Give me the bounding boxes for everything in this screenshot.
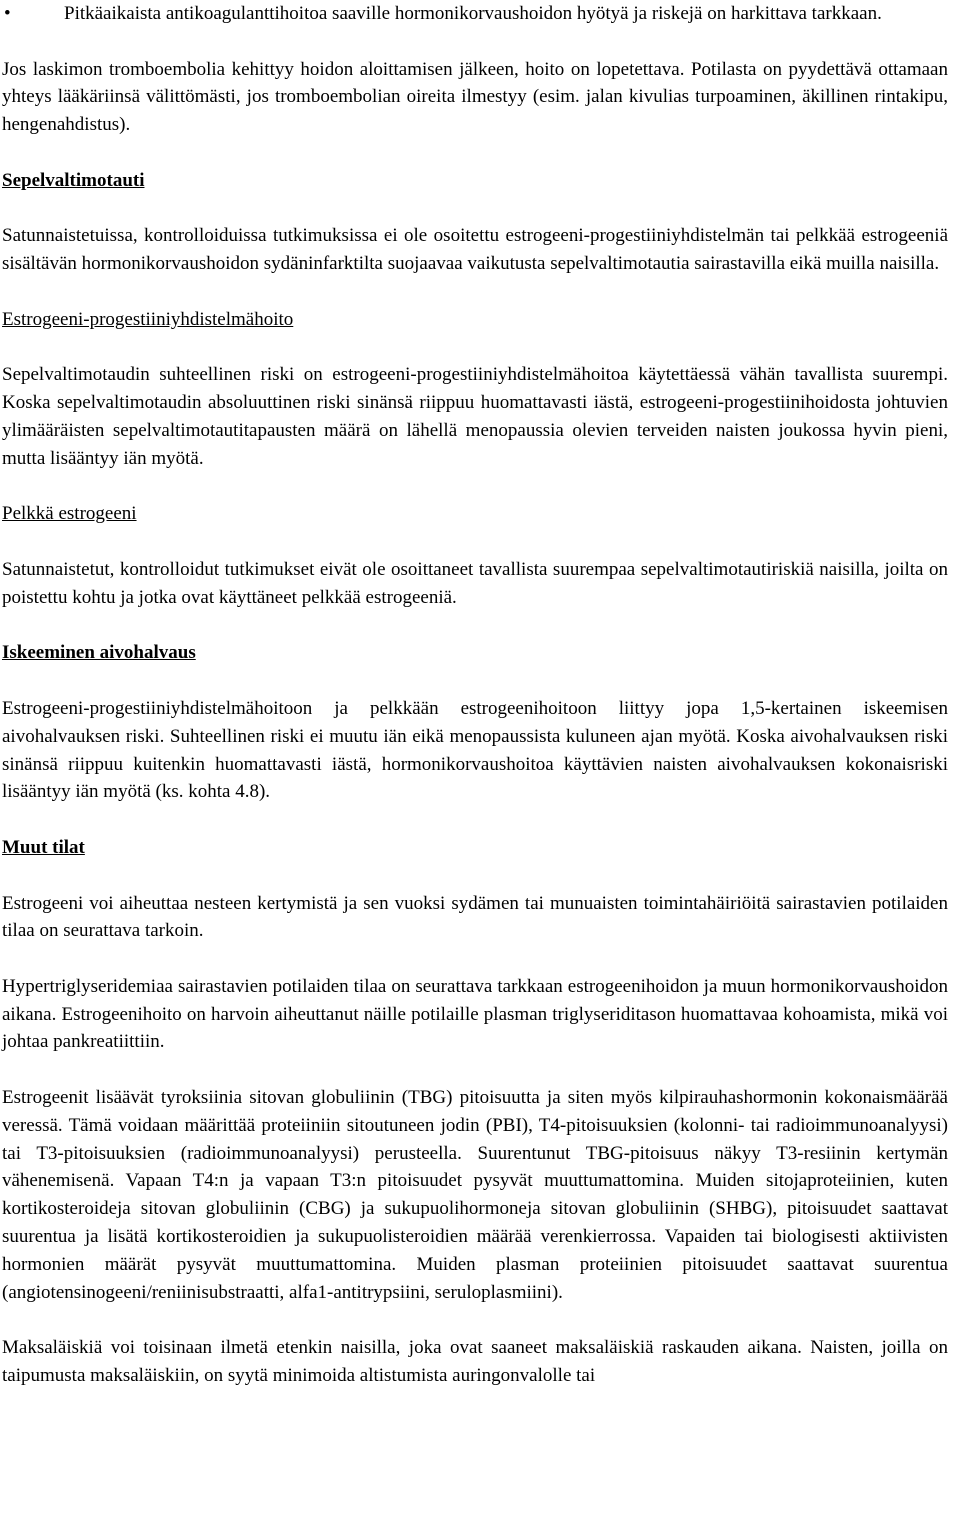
paragraph-pelkka-estrogeeni: Satunnaistetut, kontrolloidut tutkimukset eivät ole osoittaneet tavallista suurempaa sepelvaltimotautiriskiä naisilla, joilta on poistettu kohtu ja jotka ovat käyttäneet pelkkää estrogeeniä. [2, 558, 948, 608]
heading-muut-tilat: Muut tilat [2, 836, 85, 858]
bullet-mark: • [4, 3, 11, 24]
paragraph-maksalaiskat: Maksaläiskiä voi toisinaan ilmetä etenkin naisilla, joka ovat saaneet maksaläiskiä raskauden aikana. Naisten, joilla on taipumusta maksaläiskiin, on syytä minimoida altistumista auringonvalolle tai [2, 1337, 948, 1387]
heading-estrogeeni-progestiini: Estrogeeni-progestiiniyhdistelmähoito [2, 308, 294, 330]
paragraph-estrogeeni-progestiini: Sepelvaltimotaudin suhteellinen riski on estrogeeni-progestiiniyhdistelmähoitoa käytettäessä vähän tavallista suurempi. Koska sepelvaltimotaudin absoluuttinen riski sinänsä riippuu huomattavasti iästä, estrogeeni-progestiinihoidosta johtuvien ylimääräisten sepelvaltimotautitapausten määrä on lähellä menopaussia olevien terveiden naisten joukossa hyvin pieni, mutta lisääntyy iän myötä. [2, 364, 948, 469]
heading-iskeeminen-aivohalvaus: Iskeeminen aivohalvaus [2, 642, 196, 664]
paragraph-hypertriglyseridemia: Hypertriglyseridemiaa sairastavien potilaiden tilaa on seurattava tarkkaan estrogeenihoidon ja muun hormonikorvaushoidon aikana. Estrogeenihoito on harvoin aiheuttanut näille potilaille plasman triglyseriditason huomattavaa kohoamista, mikä voi johtaa pankreatiittiin. [2, 975, 948, 1053]
heading-sepelvaltimotauti: Sepelvaltimotauti [2, 169, 145, 191]
paragraph-iskeeminen-aivohalvaus: Estrogeeni-progestiiniyhdistelmähoitoon ja pelkkään estrogeenihoitoon liittyy jopa 1,5-kertainen iskeemisen aivohalvauksen riski. Suhteellinen riski ei muutu iän eikä menopaussista kuluneen ajan myötä. Koska aivohalvauksen riski sinänsä riippuu kuitenkin huomattavasti iästä, hormonikorvaushoitoa käyttävien naisten aivohalvauksen kokonaisriski lisääntyy iän myötä (ks. kohta 4.8). [2, 697, 948, 803]
bullet-text: Pitkäaikaista antikoagulanttihoitoa saaville hormonikorvaushoidon hyötyä ja riskejä on harkittava tarkkaan. [64, 3, 882, 24]
paragraph-laskimon-tromboembolia: Jos laskimon tromboembolia kehittyy hoidon aloittamisen jälkeen, hoito on lopetettava. Potilasta on pyydettävä ottamaan yhteys lääkäriinsä välittömästi, jos tromboembolian oireita ilmestyy (esim. jalan kivulias turpoaminen, äkillinen rintakipu, hengenahdistus). [2, 58, 948, 136]
bullet-item [2, 0, 948, 28]
paragraph-sepelvaltimotauti: Satunnaistetuissa, kontrolloiduissa tutkimuksissa ei ole osoitettu estrogeeni-progestiiniyhdistelmän tai pelkkää estrogeeniä sisältävän hormonikorvaushoidon sydäninfarktilta suojaavaa vaikutusta sepelvaltimotautia sairastavilla eikä muilla naisilla. [2, 225, 948, 275]
heading-pelkka-estrogeeni: Pelkkä estrogeeni [2, 503, 137, 525]
paragraph-nesteen-kertyminen: Estrogeeni voi aiheuttaa nesteen kertymistä ja sen vuoksi sydämen tai munuaisten toimintahäiriöitä sairastavien potilaiden tilaa on seurattava tarkoin. [2, 892, 948, 942]
paragraph-tbg-pitoisuus: Estrogeenit lisäävät tyroksiinia sitovan globuliinin (TBG) pitoisuutta ja siten myös kilpirauhashormonin kokonaismäärää veressä. Tämä voidaan määrittää proteiiniin sitoutuneen jodin (PBI), T4-pitoisuuksien (kolonni- tai radioimmunoanalyysi) tai T3-pitoisuuksien (radioimmunoanalyysi) perusteella. Suurentunut TBG-pitoisuus näkyy T3-resiinin kertymän vähenemisenä. Vapaan T4:n ja vapaan T3:n pitoisuudet pysyvät muuttumattomina. Muiden sitojaproteiinien, kuten kortikosteroideja sitovan globuliinin (CBG) ja sukupuolihormoneja sitovan globuliinin (SHBG), pitoisuudet saattavat suurentua ja lisätä kortikosteroidien ja sukupuolisteroidien määrää verenkierrossa. Vapaiden tai biologisesti aktiivisten hormonien määrät pysyvät muuttumattomina. Muiden plasman proteiinien pitoisuudet saattavat suurentua (angiotensinogeeni/reniinisubstraatti, alfa1-antitrypsiini, seruloplasmiini). [2, 1087, 948, 1303]
